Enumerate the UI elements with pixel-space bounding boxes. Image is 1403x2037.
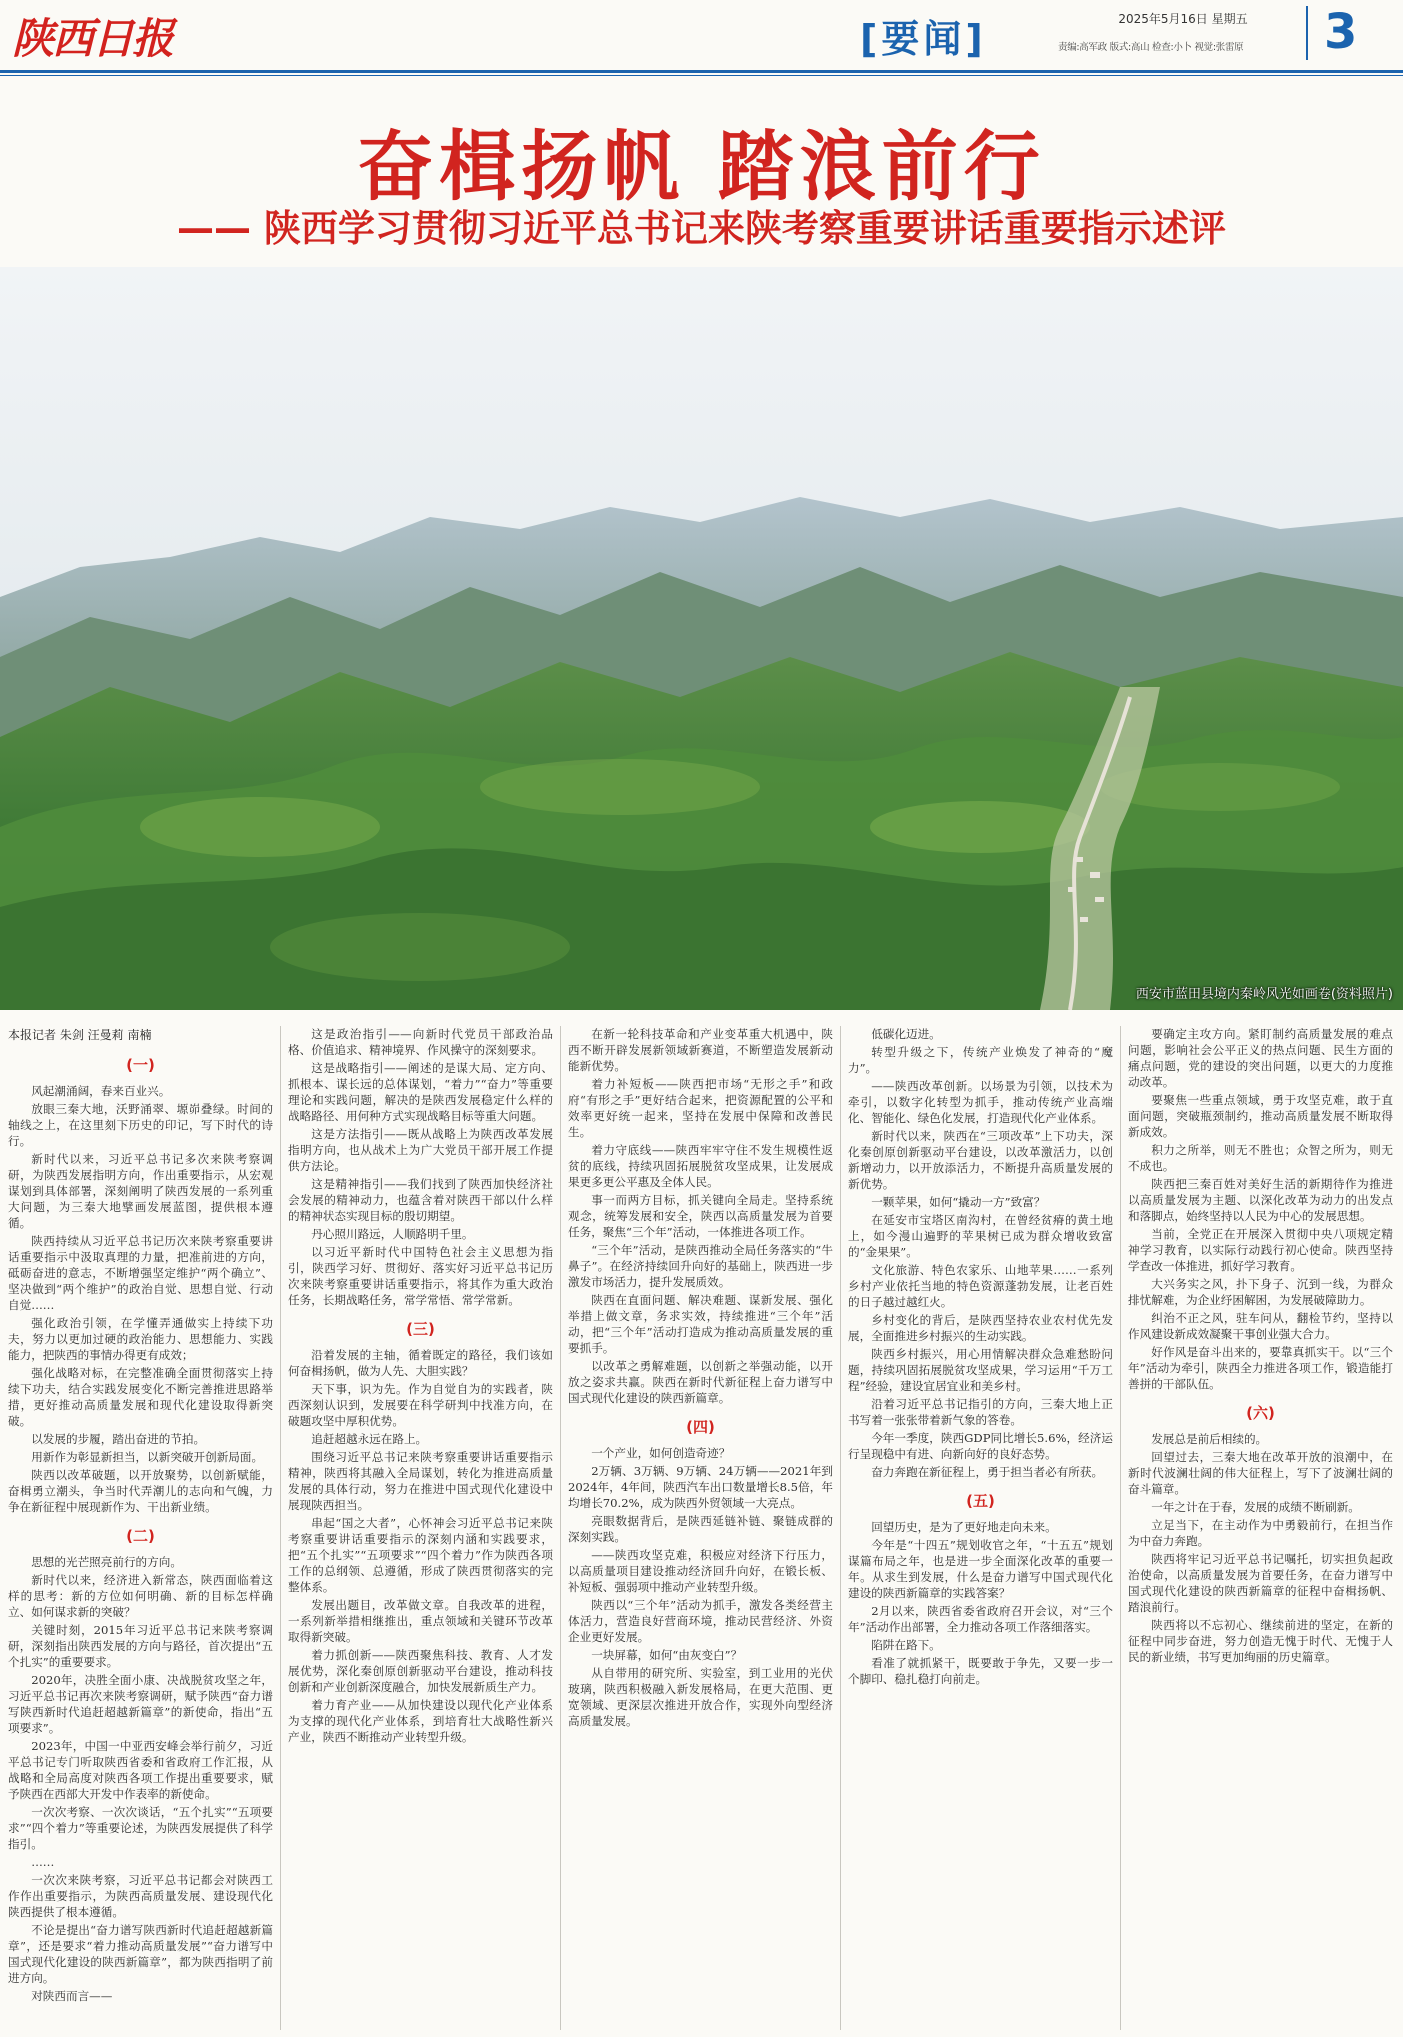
landscape-photo xyxy=(0,267,1403,1010)
column-divider xyxy=(1120,1026,1121,2030)
paragraph: 大兴务实之风，扑下身子、沉到一线，为群众排忧解难，为企业纾困解困，为发展破障助力。 xyxy=(1128,1277,1393,1307)
section-heading: (五) xyxy=(966,1492,995,1510)
paragraph: 强化政治引领，在学懂弄通做实上持续下功夫，努力以更加过硬的政治能力、思想能力、实践能力，把陕西的事情办得更有成效； xyxy=(8,1316,273,1362)
article-column-4 xyxy=(848,1026,1113,2037)
paragraph: 陕西以“三个年”活动为抓手，激发各类经营主体活力，营造良好营商环境，推动民营经济、外资企业更好发展。 xyxy=(568,1598,833,1644)
section-heading: (二) xyxy=(126,1527,155,1545)
paragraph: 放眼三秦大地，沃野涌翠、塬峁叠绿。时间的轴线之上，在这里刻下历史的印记，写下时代的诗行。 xyxy=(8,1102,273,1148)
page-number: 3 xyxy=(1324,4,1358,60)
paragraph: 思想的光芒照亮前行的方向。 xyxy=(31,1555,182,1569)
paragraph: 以发展的步履，踏出奋进的节拍。 xyxy=(31,1432,206,1446)
paragraph: 这是战略指引——阐述的是谋大局、定方向、抓根本、谋长远的总体谋划，“着力”“奋力”等重要理论和实践问题，解决的是陕西发展稳定什么样的战略路径、用何种方式实现战略目标等重大问题。 xyxy=(288,1061,553,1123)
column-divider xyxy=(840,1026,841,2030)
paragraph: 低碳化迈进。 xyxy=(871,1027,941,1041)
photo-caption: 西安市蓝田县境内秦岭风光如画卷(资料照片) xyxy=(1135,987,1393,1002)
issue-date: 2025年5月16日 星期五 xyxy=(1118,12,1248,26)
byline: 本报记者 朱剑 汪曼莉 南楠 xyxy=(8,1028,152,1042)
paragraph: 2万辆、3万辆、9万辆、24万辆——2021年到2024年，4年间，陕西汽车出口数量增长8.5倍，年均增长70.2%，成为陕西外贸领域一大亮点。 xyxy=(568,1464,833,1510)
paragraph: 纠治不正之风，驻车问从，翻检节约，坚持以作风建设新成效凝聚干事创业强大合力。 xyxy=(1128,1311,1393,1341)
paragraph: 追赶超越永远在路上。 xyxy=(311,1432,428,1446)
masthead xyxy=(0,0,1403,74)
paragraph: 2023年，中国一中亚西安峰会举行前夕，习近平总书记专门听取陕西省委和省政府工作汇报，从战略和全局高度对陕西各项工作提出重要要求，赋予陕西在西部大开发中作表率的新使命。 xyxy=(8,1739,273,1801)
paragraph: 要确定主攻方向。紧盯制约高质量发展的难点问题，影响社会公平正义的热点问题、民生方面的痛点问题，党的建设的突出问题，以更大的力度推动改革。 xyxy=(1128,1027,1393,1089)
paragraph: 亮眼数据背后，是陕西延链补链、聚链成群的深刻实践。 xyxy=(568,1514,833,1544)
paragraph: ——陕西改革创新。以场景为引领，以技术为牵引，以数字化转型为抓手，推动传统产业高端化、智能化、绿色化发展，打造现代化产业体系。 xyxy=(848,1079,1113,1125)
paragraph: 转型升级之下，传统产业焕发了神奇的“魔力”。 xyxy=(848,1045,1113,1075)
paragraph: 沿着发展的主轴，循着既定的路径，我们该如何奋楫扬帆，做为人先、大胆实践？ xyxy=(288,1348,553,1378)
paragraph: 陕西在直面问题、解决难题、谋新发展、强化举措上做文章，务求实效，持续推进“三个年”活动，把“三个年”活动打造成为推动高质量发展的重要抓手。 xyxy=(568,1293,833,1355)
paragraph: 陕西以改革破题，以开放聚势，以创新赋能，奋楫勇立潮头，争当时代弄潮儿的志向和气魄，力争在新征程中展现新作为、干出新业绩。 xyxy=(8,1468,273,1514)
paragraph: 要聚焦一些重点领域，勇于攻坚克难，敢于直面问题，突破瓶颈制约，推动高质量发展不断取得新成效。 xyxy=(1128,1093,1393,1139)
column-divider xyxy=(280,1026,281,2030)
paragraph: 2020年，决胜全面小康、决战脱贫攻坚之年，习近平总书记再次来陕考察调研，赋予陕西“奋力谱写陕西新时代追赶超越新篇章”的新使命，指出“五项要求”。 xyxy=(8,1673,273,1735)
paragraph: 陕西将牢记习近平总书记嘱托，切实担负起政治使命，以高质量发展为首要任务，在奋力谱写中国式现代化建设的陕西新篇章的征程中奋楫扬帆、踏浪前行。 xyxy=(1128,1552,1393,1614)
paragraph: 天下事，识为先。作为自觉自为的实践者，陕西深刻认识到，发展要在科学研判中找准方向，在破题攻坚中厚积优势。 xyxy=(288,1382,553,1428)
paragraph: 一次次来陕考察，习近平总书记都会对陕西工作作出重要指示，为陕西高质量发展、建设现代化陕西提供了根本遵循。 xyxy=(8,1873,273,1919)
paragraph: 陷阱在路下。 xyxy=(871,1638,941,1652)
paragraph: 立足当下，在主动作为中勇毅前行，在担当作为中奋力奔跑。 xyxy=(1128,1518,1393,1548)
section-heading: (六) xyxy=(1246,1404,1275,1422)
paragraph: 今年一季度，陕西GDP同比增长5.6%，经济运行呈现稳中有进、向新向好的良好态势。 xyxy=(848,1431,1113,1461)
paragraph: 不论是提出“奋力谱写陕西新时代追赶超越新篇章”，还是要求“着力推动高质量发展”“奋力谱写中国式现代化建设的陕西新篇章”，都为陕西指明了前进方向。 xyxy=(8,1923,273,1985)
editor-credits: 责编:高军政 版式:高山 检查:小卜 视觉:张雷原 xyxy=(1058,42,1244,53)
column-divider xyxy=(560,1026,561,2030)
paragraph: 这是精神指引——我们找到了陕西加快经济社会发展的精神动力，也蕴含着对陕西干部以什么样的精神状态实现目标的殷切期望。 xyxy=(288,1177,553,1223)
paragraph: “三个年”活动，是陕西推动全局任务落实的“牛鼻子”。在经济持续回升向好的基础上，陕西进一步激发市场活力，提升发展质效。 xyxy=(568,1243,833,1289)
newspaper-logo: 陕西日报 xyxy=(12,14,173,63)
paragraph: 一颗苹果，如何“撬动一方”致富？ xyxy=(871,1195,1046,1209)
article-column-5 xyxy=(1128,1026,1393,2037)
article-column-1 xyxy=(8,1026,273,2037)
paragraph: 以习近平新时代中国特色社会主义思想为指引，陕西学习好、贯彻好、落实好习近平总书记历次来陕考察重要讲话重要指示，将其作为重大政治任务，长期战略任务，常学常悟、常学常新。 xyxy=(288,1245,553,1307)
paragraph: 回望历史，是为了更好地走向未来。 xyxy=(871,1520,1057,1534)
paragraph: 发展总是前后相续的。 xyxy=(1151,1432,1268,1446)
paragraph: 发展出题目，改革做文章。自我改革的进程，一系列新举措相继推出，重点领域和关键环节改革取得新突破。 xyxy=(288,1598,553,1644)
paragraph: 在新一轮科技革命和产业变革重大机遇中，陕西不断开辟发展新领域新赛道，不断塑造发展新动能新优势。 xyxy=(568,1027,833,1073)
paragraph: 一次次考察、一次次谈话，“五个扎实”“五项要求”“四个着力”等重要论述，为陕西发展提供了科学指引。 xyxy=(8,1805,273,1851)
paragraph: 积力之所举，则无不胜也；众智之所为，则无不成也。 xyxy=(1128,1143,1393,1173)
issue-meta xyxy=(1058,10,1308,53)
article-body xyxy=(8,1026,1396,2037)
paragraph: 沿着习近平总书记指引的方向，三秦大地上正书写着一张张带着新气象的答卷。 xyxy=(848,1397,1113,1427)
section-heading: (三) xyxy=(406,1320,435,1338)
paragraph: 陕西把三秦百姓对美好生活的新期待作为推进以高质量发展为主题、以深化改革为动力的出发点和落脚点，始终坚持以人民为中心的发展思想。 xyxy=(1128,1177,1393,1223)
paragraph: 用新作为彰显新担当，以新突破开创新局面。 xyxy=(31,1450,264,1464)
paragraph: 陕西乡村振兴，用心用情解决群众急难愁盼问题，持续巩固拓展脱贫攻坚成果，学习运用“千万工程”经验，建设宜居宜业和美乡村。 xyxy=(848,1347,1113,1393)
masthead-rule-thin xyxy=(0,75,1403,76)
paragraph: 新时代以来，陕西在“三项改革”上下功夫，深化秦创原创新驱动平台建设，以改革激活力，以创新增动力，以开放添活力，不断提升高质量发展的新优势。 xyxy=(848,1129,1113,1191)
paragraph: 奋力奔跑在新征程上，勇于担当者必有所获。 xyxy=(871,1465,1104,1479)
paragraph: 丹心照川路远，人顺路明千里。 xyxy=(311,1227,474,1241)
paragraph: 今年是“十四五”规划收官之年，“十五五”规划谋篇布局之年，也是进一步全面深化改革的重要一年。从求生到发展，什么是奋力谱写中国式现代化建设的陕西新篇章的实践答案？ xyxy=(848,1538,1113,1600)
paragraph: 关键时刻，2015年习近平总书记来陕考察调研，深刻指出陕西发展的方向与路径，首次提出“五个扎实”的重要要求。 xyxy=(8,1623,273,1669)
paragraph: 围绕习近平总书记来陕考察重要讲话重要指示精神，陕西将其融入全局谋划，转化为推进高质量发展的具体行动，努力在推进中国式现代化建设中展现陕西担当。 xyxy=(288,1450,553,1512)
paragraph: 串起“国之大者”，心怀神会习近平总书记来陕考察重要讲话重要指示的深刻内涵和实践要求，把“五个扎实”“五项要求”“四个着力”作为陕西各项工作的总纲领、总遵循，形成了陕西贯彻落实的完整体系。 xyxy=(288,1516,553,1594)
paragraph: ——陕西攻坚克难，积极应对经济下行压力，以高质量项目建设推动经济回升向好，在锻长板、补短板、强弱项中推动产业转型升级。 xyxy=(568,1548,833,1594)
paragraph: 陕西将以不忘初心、继续前进的坚定，在新的征程中同步奋进，努力创造无愧于时代、无愧于人民的新业绩，书写更加绚丽的历史篇章。 xyxy=(1128,1618,1393,1664)
paragraph: 着力育产业——从加快建设以现代化产业体系为支撑的现代化产业体系，到培育壮大战略性新兴产业，陕西不断推动产业转型升级。 xyxy=(288,1698,553,1744)
section-heading: (一) xyxy=(126,1056,155,1074)
paragraph: 一个产业，如何创造奇迹？ xyxy=(591,1446,731,1460)
paragraph: 好作风是奋斗出来的，要靠真抓实干。以“三个年”活动为牵引，陕西全力推进各项工作，锻造能打善拼的干部队伍。 xyxy=(1128,1345,1393,1391)
paragraph: 文化旅游、特色农家乐、山地苹果……一系列乡村产业依托当地的特色资源蓬勃发展，让老百姓的日子越过越红火。 xyxy=(848,1263,1113,1309)
paragraph: 乡村变化的背后，是陕西坚持农业农村优先发展，全面推进乡村振兴的生动实践。 xyxy=(848,1313,1113,1343)
masthead-divider xyxy=(1306,6,1308,60)
masthead-rule xyxy=(0,70,1403,73)
paragraph: 当前，全党正在开展深入贯彻中央八项规定精神学习教育，以实际行动践行初心使命。陕西坚持学查改一体推进，抓好学习教育。 xyxy=(1128,1227,1393,1273)
paragraph: 新时代以来，习近平总书记多次来陕考察调研，为陕西发展指明方向，作出重要指示，从宏观谋划到具体部署，深刻阐明了陕西发展的一系列重大问题，为三秦大地擘画发展蓝图，提供根本遵循。 xyxy=(8,1152,273,1230)
paragraph: 一年之计在于春，发展的成绩不断刷新。 xyxy=(1151,1500,1360,1514)
section-heading: (四) xyxy=(686,1418,715,1436)
paragraph: 对陕西而言—— xyxy=(31,1989,113,2003)
paragraph: 新时代以来，经济进入新常态，陕西面临着这样的思考：新的方位如何明确、新的目标怎样确立、如何谋求新的突破？ xyxy=(8,1573,273,1619)
paragraph: …… xyxy=(31,1855,55,1869)
paragraph: 从自带用的研究所、实验室，到工业用的光伏玻璃，陕西积极融入新发展格局，在更大范围、更宽领域、更深层次推进开放合作，实现外向型经济高质量发展。 xyxy=(568,1666,833,1728)
paragraph: 着力抓创新——陕西聚焦科技、教育、人才发展优势，深化秦创原创新驱动平台建设，推动科技创新和产业创新深度融合，加快发展新质生产力。 xyxy=(288,1648,553,1694)
article-column-3 xyxy=(568,1026,833,2037)
paragraph: 这是方法指引——既从战略上为陕西改革发展指明方向，也从战术上为广大党员干部开展工作提供方法论。 xyxy=(288,1127,553,1173)
paragraph: 回望过去，三秦大地在改革开放的浪潮中，在新时代波澜壮阔的伟大征程上，写下了波澜壮阔的奋斗篇章。 xyxy=(1128,1450,1393,1496)
paragraph: 着力守底线——陕西牢牢守住不发生规模性返贫的底线，持续巩固拓展脱贫攻坚成果，让发展成果更多更公平惠及全体人民。 xyxy=(568,1143,833,1189)
paragraph: 事一而两方目标，抓关键向全局走。坚持系统观念，统筹发展和安全，陕西以高质量发展为首要任务，聚焦“三个年”活动，一体推进各项工作。 xyxy=(568,1193,833,1239)
subheadline: —— 陕西学习贯彻习近平总书记来陕考察重要讲话重要指示述评 xyxy=(177,207,1226,250)
paragraph: 风起潮涌阔，春来百业兴。 xyxy=(31,1084,171,1098)
paragraph: 在延安市宝塔区南沟村，在曾经贫瘠的黄土地上，如今漫山遍野的苹果树已成为群众增收致富的“金果果”。 xyxy=(848,1213,1113,1259)
headline: 奋楫扬帆 踏浪前行 xyxy=(357,122,1046,211)
article-column-2 xyxy=(288,1026,553,2037)
paragraph: 强化战略对标，在完整准确全面贯彻落实上持续下功夫，结合实践发展变化不断完善推进思路举措，更好推动高质量发展和现代化建设取得新突破。 xyxy=(8,1366,273,1428)
paragraph: 这是政治指引——向新时代党员干部政治品格、价值追求、精神境界、作风操守的深刻要求。 xyxy=(288,1027,553,1057)
section-label: [要闻] xyxy=(860,17,987,61)
paragraph: 以改革之勇解难题，以创新之举强动能，以开放之姿求共赢。陕西在新时代新征程上奋力谱写中国式现代化建设的陕西新篇章。 xyxy=(568,1359,833,1405)
paragraph: 2月以来，陕西省委省政府召开会议，对“三个年”活动作出部署，全力推动各项工作落细落实。 xyxy=(848,1604,1113,1634)
paragraph: 一块屏幕，如何“由灰变白”？ xyxy=(591,1648,743,1662)
paragraph: 陕西持续从习近平总书记历次来陕考察重要讲话重要指示中汲取真理的力量，把准前进的方向，砥砺奋进的意志，不断增强坚定维护“两个确立”、坚决做到“两个维护”的政治自觉、思想自觉、行动自觉…… xyxy=(8,1234,273,1312)
paragraph: 着力补短板——陕西把市场“无形之手”和政府“有形之手”更好结合起来，把资源配置的公平和效率更好统一起来，坚持在发展中保障和改善民生。 xyxy=(568,1077,833,1139)
paragraph: 看准了就抓紧干，既要敢于争先，又要一步一个脚印、稳扎稳打向前走。 xyxy=(848,1656,1113,1686)
